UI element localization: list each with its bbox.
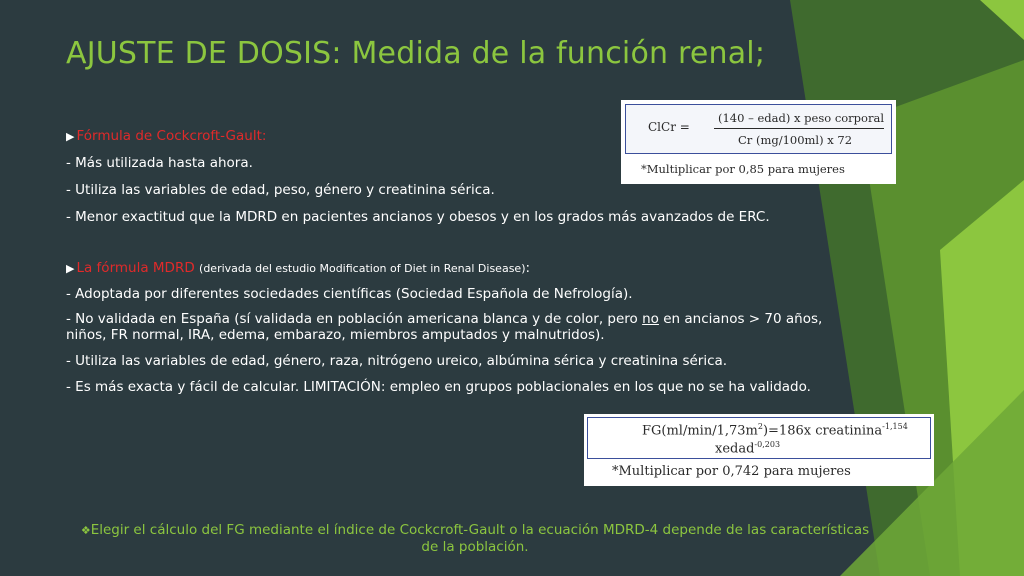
mdrd-heading-line [66, 259, 530, 278]
eq-square: 2 [757, 422, 763, 431]
mdrd-line-2-part-b: en ancianos > 70 años, [658, 311, 823, 327]
triangle-bullet-icon: ▶ [66, 262, 75, 275]
conclusion-body: Elegir el cálculo del FG mediante el índice de Cockcroft-Gault o la ecuación MDRD-4 depende de las características de la población. [90, 522, 870, 555]
mdrd-formula-note: *Multiplicar por 0,742 para mujeres [612, 464, 851, 479]
eq-exponent-2: -0,203 [754, 440, 781, 449]
mdrd-formula-image [584, 414, 934, 486]
eq-part-b: )=186x creatinina [762, 423, 883, 439]
mdrd-line-2-part-a: - No validada en España (sí validada en población americana blanca y de color, pero [66, 311, 643, 327]
mdrd-line-2-underlined: no [642, 311, 659, 327]
mdrd-heading-colon: : [525, 260, 531, 276]
cockcroft-line-2: - Utiliza las variables de edad, peso, género y creatinina sérica. [66, 182, 495, 198]
eq-part-a: FG(ml/min/1,73m [642, 423, 758, 439]
diamond-bullet-icon: ❖ [80, 524, 91, 537]
mdrd-line-2-continuation: niños, FR normal, IRA, edema, embarazo, miembros amputados y malnutridos). [66, 327, 605, 343]
formula-numerator: (140 – edad) x peso corporal [718, 111, 884, 125]
mdrd-heading: La fórmula MDRD [76, 260, 195, 276]
formula-denominator: Cr (mg/100ml) x 72 [738, 133, 853, 147]
mdrd-line-1: - Adoptada por diferentes sociedades científicas (Sociedad Española de Nefrología). [66, 286, 633, 302]
conclusion-text [80, 522, 870, 555]
cockcroft-formula-frame [625, 104, 892, 154]
formula-lhs: ClCr = [648, 120, 690, 134]
cockcroft-heading-line [66, 127, 266, 146]
fraction-bar [714, 128, 884, 129]
cockcroft-line-1: - Más utilizada hasta ahora. [66, 155, 253, 171]
cockcroft-heading: Fórmula de Cockcroft-Gault: [76, 128, 267, 144]
cockcroft-formula-note: *Multiplicar por 0,85 para mujeres [641, 162, 845, 176]
cockcroft-formula-image [621, 100, 896, 184]
mdrd-equation-line-2 [715, 440, 780, 456]
mdrd-equation-line-1 [642, 422, 908, 438]
mdrd-line-4: - Es más exacta y fácil de calcular. LIMITACIÓN: empleo en grupos poblacionales en los que no se ha validado. [66, 379, 811, 395]
mdrd-heading-note: (derivada del estudio Modification of Diet in Renal Disease) [199, 262, 526, 275]
triangle-bullet-icon: ▶ [66, 130, 75, 143]
mdrd-formula-frame [587, 417, 931, 459]
eq-exponent-1: -1,154 [882, 422, 908, 431]
slide-title: AJUSTE DE DOSIS: Medida de la función renal; [66, 36, 766, 71]
eq-age: xedad [715, 441, 755, 457]
mdrd-line-3: - Utiliza las variables de edad, género, raza, nitrógeno ureico, albúmina sérica y creatinina sérica. [66, 353, 728, 369]
cockcroft-line-3: - Menor exactitud que la MDRD en pacientes ancianos y obesos y en los grados más avanzados de ERC. [66, 209, 770, 225]
